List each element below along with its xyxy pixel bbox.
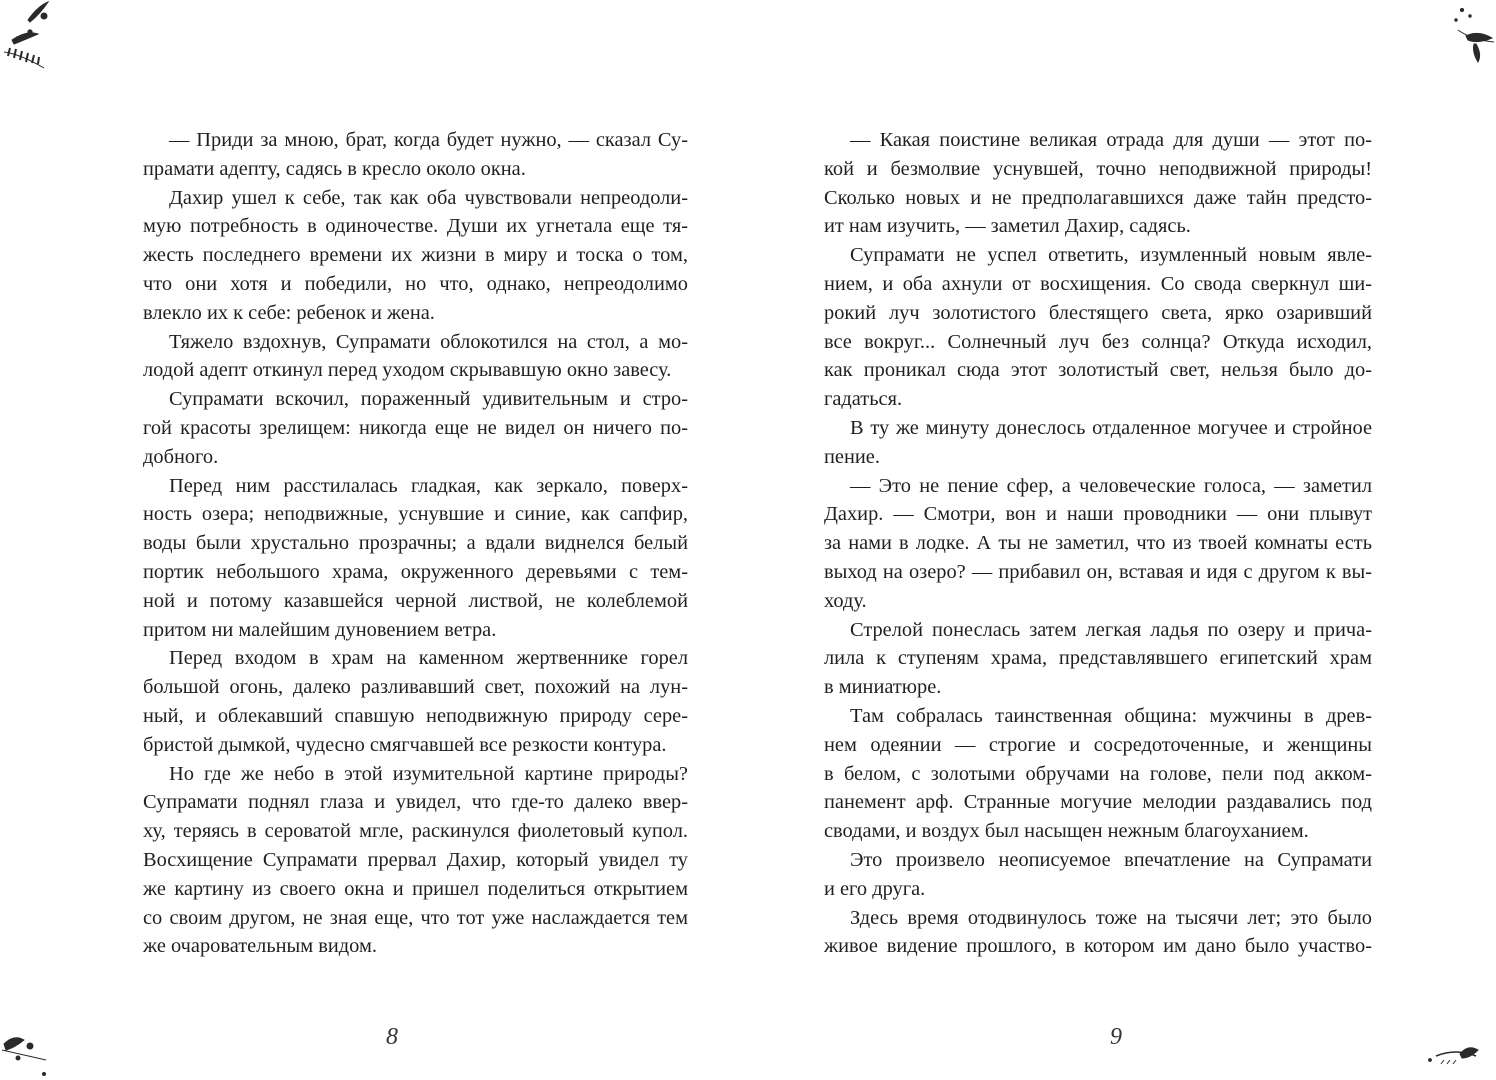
text-line: портик небольшого храма, окруженного деревьями с тем- xyxy=(143,560,688,583)
paragraph xyxy=(824,702,1372,846)
text-line: пение. xyxy=(824,445,880,468)
page-number-right: 9 xyxy=(1110,1024,1122,1050)
text-line: ху, теряясь в сероватой мгле, раскинулся фиолетовый купол. xyxy=(143,820,688,843)
text-line: Дахир ушел к себе, так как оба чувствовали непреодоли- xyxy=(169,186,688,209)
paragraph xyxy=(143,184,688,328)
paragraph xyxy=(824,904,1372,962)
paragraph xyxy=(143,385,688,471)
paragraph xyxy=(824,126,1372,241)
text-line: — Это не пение сфер, а человеческие голоса, — заметил xyxy=(850,474,1372,497)
floral-ornament-top-right-icon xyxy=(1406,0,1496,75)
left-text-column xyxy=(143,126,688,961)
text-line: воды были хрустально прозрачны; а вдали виднелся белый xyxy=(143,532,688,555)
paragraph xyxy=(143,328,688,386)
text-line: панемент арф. Странные могучие мелодии раздавались под xyxy=(824,791,1372,814)
text-line: бристой дымкой, чудесно смягчавшей все резкости контура. xyxy=(143,733,667,756)
text-line: что они хотя и победили, но что, однако, непреодолимо xyxy=(143,272,688,295)
text-line: — Какая поистине великая отрада для души — этот по- xyxy=(850,129,1372,151)
text-line: Перед входом в храм на каменном жертвеннике горел xyxy=(169,647,688,670)
paragraph xyxy=(824,846,1372,904)
paragraph xyxy=(824,241,1372,414)
text-line: же картину из своего окна и пришел поделиться открытием xyxy=(143,877,688,900)
text-line: в белом, с золотыми обручами на голове, пели под акком- xyxy=(824,762,1372,785)
text-line: прамати адепту, садясь в кресло около окна. xyxy=(143,157,526,180)
text-line: — Приди за мною, брат, когда будет нужно, — сказал Су- xyxy=(169,129,688,151)
paragraph xyxy=(143,126,688,184)
paragraph xyxy=(824,616,1372,702)
text-line: Восхищение Супрамати прервал Дахир, который увидел ту xyxy=(143,848,688,871)
text-line: Там собралась таинственная община: мужчины в древ- xyxy=(850,704,1372,727)
text-line: ной и потому казавшейся черной листвой, не колеблемой xyxy=(143,589,688,612)
text-line: кой и безмолвие уснувшей, точно неподвижной природы! xyxy=(824,157,1372,180)
text-line: жесть последнего времени их жизни в миру и тоска о том, xyxy=(143,244,688,267)
text-line: Стрелой понеслась затем легкая ладья по озеру и прича- xyxy=(850,618,1372,641)
right-page xyxy=(748,0,1496,1080)
paragraph xyxy=(143,644,688,759)
text-line: ный, и облекавший спавшую неподвижную природу сере- xyxy=(143,704,688,727)
paragraph xyxy=(143,760,688,962)
text-line: Здесь время отодвинулось тоже на тысячи лет; это было xyxy=(850,906,1372,929)
text-line: ходу. xyxy=(824,589,867,612)
text-line: Супрамати не успел ответить, изумленный новым явле- xyxy=(850,244,1372,267)
text-line: Перед ним расстилалась гладкая, как зеркало, поверх- xyxy=(169,474,688,497)
text-line: большой огонь, далеко разливавший свет, похожий на лун- xyxy=(143,676,688,699)
text-line: же очаровательным видом. xyxy=(143,935,377,958)
text-line: ность озера; неподвижные, уснувшие и синие, как сапфир, xyxy=(143,503,688,526)
text-line: ит нам изучить, — заметил Дахир, садясь. xyxy=(824,215,1191,238)
floral-ornament-top-left-icon xyxy=(0,0,90,75)
text-line: Супрамати поднял глаза и увидел, что где-то далеко ввер- xyxy=(143,791,688,814)
text-line: нем одеянии — строгие и сосредоточенные, и женщины xyxy=(824,733,1372,756)
paragraph xyxy=(824,472,1372,616)
text-line: рокий луч золотистого блестящего света, ярко озаривший xyxy=(824,301,1372,324)
text-line: со своим другом, не зная еще, что тот уже наслаждается тем xyxy=(143,906,688,929)
floral-ornament-bottom-left-icon xyxy=(0,1020,80,1080)
text-line: гадаться. xyxy=(824,388,903,411)
text-line: как проникал сюда этот золотистый свет, нельзя было до- xyxy=(824,359,1372,382)
text-line: лодой адепт откинул перед уходом скрывавшую окно завесу. xyxy=(143,359,672,382)
floral-ornament-bottom-right-icon xyxy=(1416,1026,1496,1080)
text-line: Дахир. — Смотри, вон и наши проводники — они плывут xyxy=(824,503,1372,526)
text-line: сводами, и воздух был насыщен нежным благоуханием. xyxy=(824,820,1309,843)
text-line: влекло их к себе: ребенок и жена. xyxy=(143,301,435,324)
text-line: в миниатюре. xyxy=(824,676,942,699)
paragraph xyxy=(143,472,688,645)
text-line: лила к ступеням храма, представлявшего египетский храм xyxy=(824,647,1372,670)
text-line: живое видение прошлого, в котором им дано было участво- xyxy=(824,935,1372,958)
text-line: Тяжело вздохнув, Супрамати облокотился на стол, а мо- xyxy=(169,330,688,353)
text-line: Это произвело неописуемое впечатление на Супрамати xyxy=(850,848,1372,871)
text-line: нием, и оба ахнули от восхищения. Со свода сверкнул ши- xyxy=(824,272,1372,295)
text-line: за нами в лодке. А ты не заметил, что из твоей комнаты есть xyxy=(824,532,1372,555)
text-line: Супрамати вскочил, пораженный удивительным и стро- xyxy=(169,388,688,411)
paragraph xyxy=(824,414,1372,472)
text-line: мую потребность в одиночестве. Души их угнетала еще тя- xyxy=(143,215,688,238)
page-number-left: 8 xyxy=(386,1024,398,1050)
text-line: В ту же минуту донеслось отдаленное могучее и стройное xyxy=(850,416,1372,439)
text-line: Но где же небо в этой изумительной картине природы? xyxy=(169,762,688,785)
text-line: выход на озеро? — прибавил он, вставая и идя с другом к вы- xyxy=(824,560,1372,583)
text-line: гой красоты зрелищем: никогда еще не видел он ничего по- xyxy=(143,416,688,439)
text-line: притом ни малейшим дуновением ветра. xyxy=(143,618,497,641)
text-line: все вокруг... Солнечный луч без солнца? Откуда исходил, xyxy=(824,330,1372,353)
right-text-column xyxy=(824,126,1372,961)
text-line: добного. xyxy=(143,445,219,468)
text-line: Сколько новых и не предполагавшихся даже тайн предсто- xyxy=(824,186,1372,209)
text-line: и его друга. xyxy=(824,877,926,900)
